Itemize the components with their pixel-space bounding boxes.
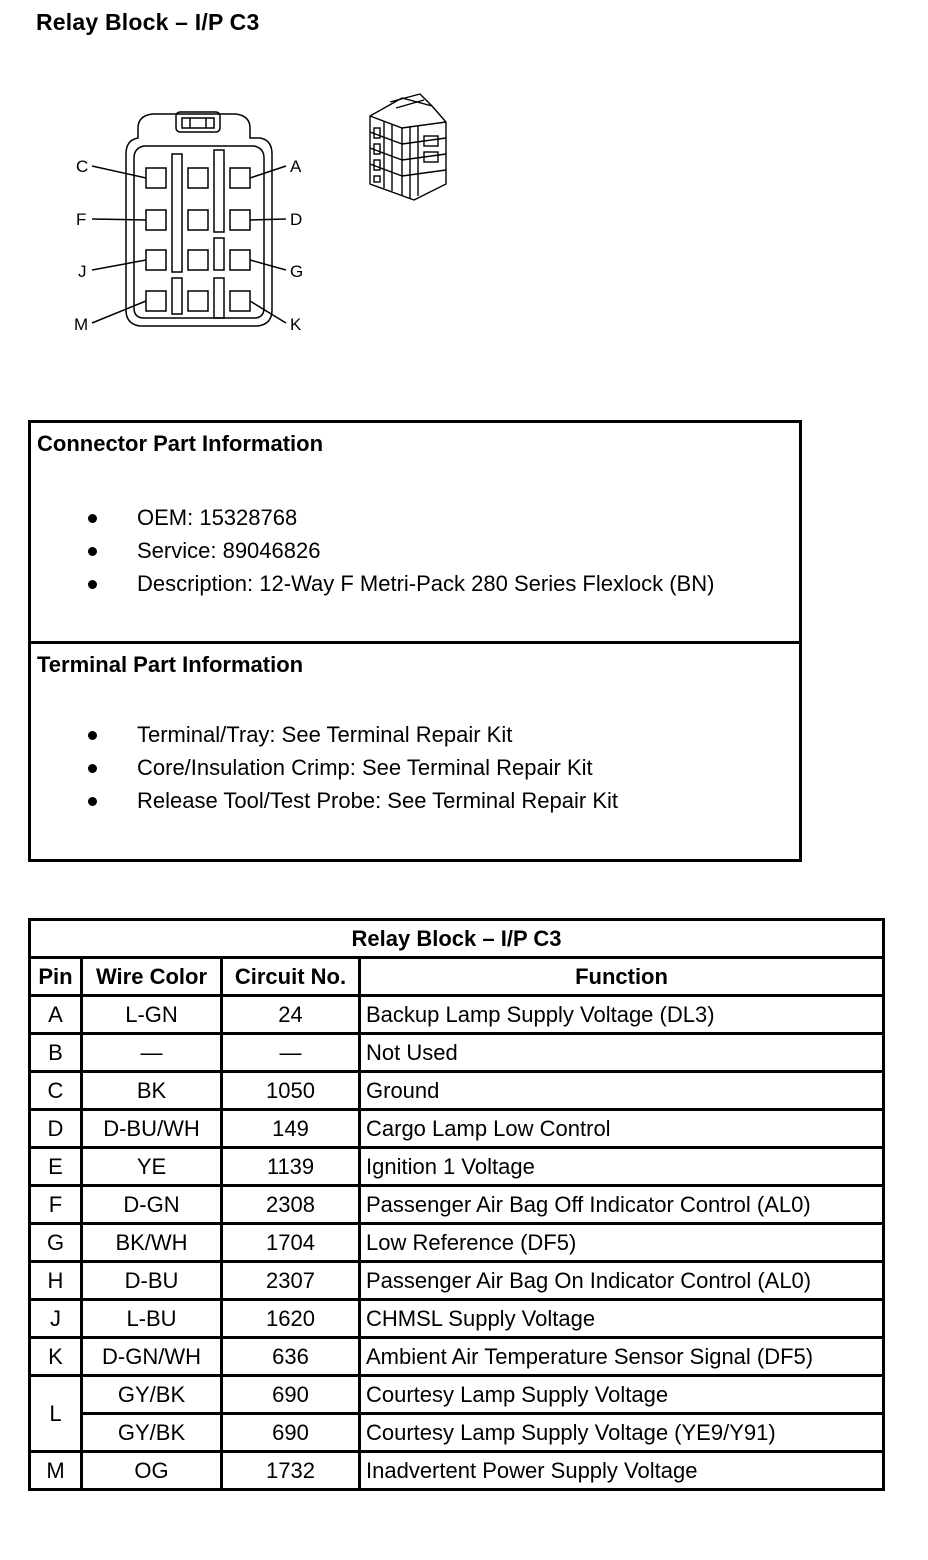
pin-cell: B [30, 1034, 82, 1072]
function-cell: Cargo Lamp Low Control [360, 1110, 884, 1148]
circuit-cell: 1620 [222, 1300, 360, 1338]
wire-color-cell: YE [82, 1148, 222, 1186]
header-pin: Pin [30, 958, 82, 996]
circuit-cell: 1050 [222, 1072, 360, 1110]
page-title: Relay Block – I/P C3 [36, 9, 260, 35]
function-cell: Passenger Air Bag Off Indicator Control (AL0) [360, 1186, 884, 1224]
pin-cell: F [30, 1186, 82, 1224]
wire-color-cell: L-BU [82, 1300, 222, 1338]
wire-color-cell: GY/BK [82, 1376, 222, 1414]
table-row [30, 1148, 884, 1186]
header-circuit-no: Circuit No. [222, 958, 360, 996]
function-cell: Backup Lamp Supply Voltage (DL3) [360, 996, 884, 1034]
bullet-icon [88, 731, 97, 740]
pin-cell: E [30, 1148, 82, 1186]
wire-color-cell: L-GN [82, 996, 222, 1034]
pin-label-f: F [76, 210, 87, 229]
bullet-icon [88, 580, 97, 589]
pin-cell: K [30, 1338, 82, 1376]
circuit-cell: 690 [222, 1414, 360, 1452]
pin-cell: A [30, 996, 82, 1034]
pin-label-c: C [76, 157, 89, 176]
pin-cell: G [30, 1224, 82, 1262]
table-row [30, 1262, 884, 1300]
circuit-cell: 149 [222, 1110, 360, 1148]
pin-cell: L [30, 1376, 82, 1452]
circuit-cell: 1704 [222, 1224, 360, 1262]
connector-isometric-image [362, 92, 452, 204]
pin-label-a: A [290, 157, 302, 176]
circuit-cell: 2308 [222, 1186, 360, 1224]
table-row [30, 1414, 884, 1452]
terminal-info-heading: Terminal Part Information [37, 652, 304, 677]
table-row [30, 1110, 884, 1148]
wire-color-cell: D-GN [82, 1186, 222, 1224]
connector-info-heading: Connector Part Information [37, 431, 324, 456]
circuit-cell: 2307 [222, 1262, 360, 1300]
table-row [30, 1300, 884, 1338]
pin-cell: D [30, 1110, 82, 1148]
function-cell: Passenger Air Bag On Indicator Control (AL0) [360, 1262, 884, 1300]
wire-color-cell: — [82, 1034, 222, 1072]
table-row [30, 1338, 884, 1376]
function-cell: Courtesy Lamp Supply Voltage (YE9/Y91) [360, 1414, 884, 1452]
table-row [30, 1034, 884, 1072]
pin-label-d: D [290, 210, 303, 229]
table-row [30, 1376, 884, 1414]
function-cell: Not Used [360, 1034, 884, 1072]
terminal-part-information: Terminal Part Information Terminal/Tray: See Terminal Repair Kit Core/Insulation Crimp: See Terminal Repair Kit Release Tool/Test Probe: See Terminal Repair Kit [37, 652, 618, 813]
cavity-grid [146, 168, 250, 311]
table-row [30, 1452, 884, 1490]
connector-face-diagram [60, 88, 320, 348]
pinout-table [28, 918, 885, 1491]
header-wire-color: Wire Color [82, 958, 222, 996]
function-cell: Courtesy Lamp Supply Voltage [360, 1376, 884, 1414]
pin-cell: J [30, 1300, 82, 1338]
function-cell: Ground [360, 1072, 884, 1110]
table-row [30, 1072, 884, 1110]
bullet-icon [88, 764, 97, 773]
pin-cell: M [30, 1452, 82, 1490]
pin-cell: C [30, 1072, 82, 1110]
table-row [30, 1186, 884, 1224]
bullet-icon [88, 547, 97, 556]
header-function: Function [360, 958, 884, 996]
wire-color-cell: GY/BK [82, 1414, 222, 1452]
wire-color-cell: BK [82, 1072, 222, 1110]
table-row [30, 1224, 884, 1262]
bullet-icon [88, 514, 97, 523]
circuit-cell: 636 [222, 1338, 360, 1376]
wire-color-cell: BK/WH [82, 1224, 222, 1262]
table-caption: Relay Block – I/P C3 [30, 920, 884, 958]
function-cell: Ignition 1 Voltage [360, 1148, 884, 1186]
pin-label-k: K [290, 315, 302, 334]
wire-color-cell: D-BU [82, 1262, 222, 1300]
table-row [30, 996, 884, 1034]
function-cell: CHMSL Supply Voltage [360, 1300, 884, 1338]
circuit-cell: 690 [222, 1376, 360, 1414]
function-cell: Low Reference (DF5) [360, 1224, 884, 1262]
part-information-box [28, 420, 802, 862]
bullet-icon [88, 797, 97, 806]
pin-label-m: M [74, 315, 89, 334]
function-cell: Inadvertent Power Supply Voltage [360, 1452, 884, 1490]
pin-cell: H [30, 1262, 82, 1300]
pin-label-j: J [78, 262, 87, 281]
circuit-cell: 1732 [222, 1452, 360, 1490]
wire-color-cell: D-GN/WH [82, 1338, 222, 1376]
function-cell: Ambient Air Temperature Sensor Signal (DF5) [360, 1338, 884, 1376]
circuit-cell: 1139 [222, 1148, 360, 1186]
circuit-cell: 24 [222, 996, 360, 1034]
circuit-cell: — [222, 1034, 360, 1072]
wire-color-cell: OG [82, 1452, 222, 1490]
connector-part-information: Connector Part Information OEM: 15328768 Service: 89046826 Description: 12-Way F Metri-Pack 280 Series Flexlock (BN) [31, 423, 799, 644]
pin-label-g: G [290, 262, 304, 281]
wire-color-cell: D-BU/WH [82, 1110, 222, 1148]
